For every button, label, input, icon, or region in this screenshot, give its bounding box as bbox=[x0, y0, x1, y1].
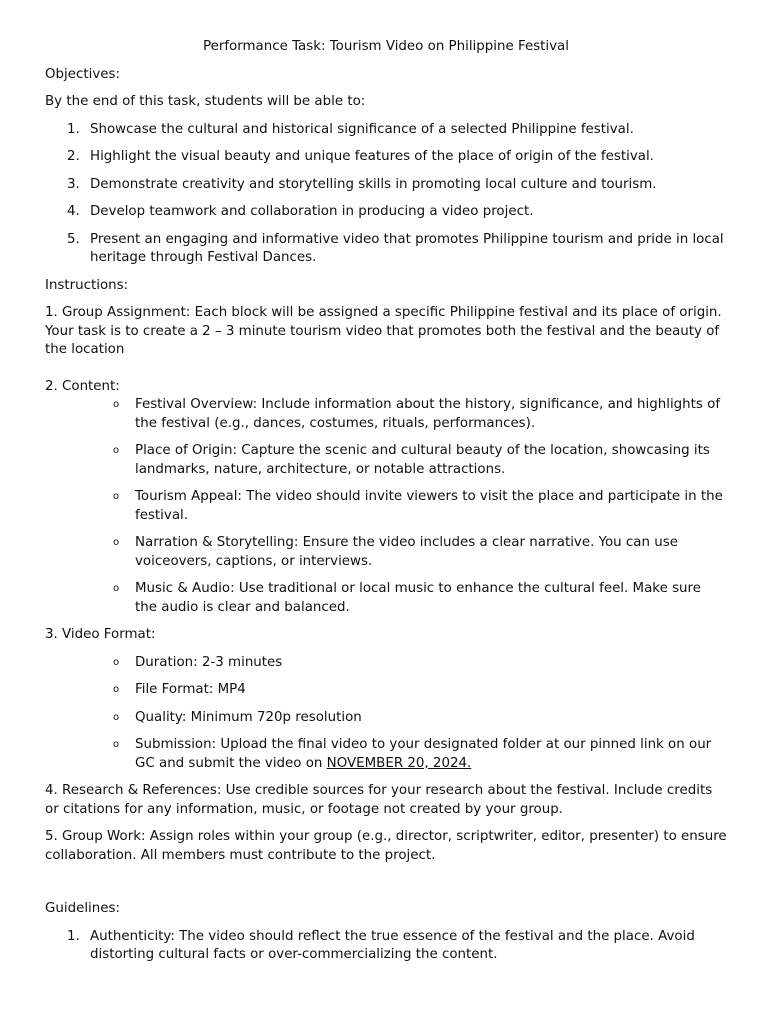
objectives-heading: Objectives: bbox=[45, 66, 120, 82]
list-item bbox=[45, 928, 727, 965]
item-number: 4. bbox=[67, 204, 80, 219]
spacer bbox=[45, 874, 727, 900]
document-title: Performance Task: Tourism Video on Philippine Festival bbox=[202, 39, 569, 54]
list-item bbox=[45, 736, 727, 773]
item-number: 1. bbox=[67, 928, 80, 944]
item-text: Place of Origin: Capture the scenic and cultural beauty of the location, showcasing its landmarks, nature, architecture, or notable attractions. bbox=[135, 443, 710, 477]
instruction-group-assignment: 1. Group Assignment: Each block will be assigned a specific Philippine festival and its place of origin. Your task is to create a 2 – 3 minute tourism video that promotes both the festival and the beauty of the location bbox=[45, 305, 722, 357]
content-heading: 2. Content: bbox=[45, 378, 120, 394]
item-number: 1. bbox=[67, 121, 80, 137]
instruction-group-work: 5. Group Work: Assign roles within your group (e.g., director, scriptwriter, editor, presenter) to ensure collaboration. All members must contribute to the project. bbox=[45, 829, 727, 863]
instructions-heading: Instructions: bbox=[45, 277, 129, 293]
guidelines-list bbox=[45, 928, 727, 965]
item-text: Festival Overview: Include information about the history, significance, and highlights of the festival (e.g., dances, costumes, rituals, performances). bbox=[135, 397, 721, 431]
bullet-icon: o bbox=[113, 656, 120, 668]
item-text: Develop teamwork and collaboration in producing a video project. bbox=[90, 204, 534, 219]
item-number: 5. bbox=[67, 231, 80, 247]
list-item bbox=[45, 488, 727, 525]
objectives-list bbox=[45, 121, 727, 268]
list-item bbox=[45, 203, 727, 222]
list-item bbox=[45, 121, 727, 140]
list-item bbox=[45, 709, 727, 728]
objectives-intro: By the end of this task, students will be able to: bbox=[45, 94, 366, 109]
bullet-icon: o bbox=[113, 684, 120, 695]
bullet-icon: o bbox=[113, 583, 120, 594]
guidelines-heading: Guidelines: bbox=[45, 901, 120, 916]
content-list bbox=[45, 396, 727, 617]
bullet-icon: o bbox=[113, 491, 120, 502]
list-item bbox=[45, 442, 727, 479]
item-text: Authenticity: The video should reflect the true essence of the festival and the place. Avoid distorting cultural facts or over-commercializing the content. bbox=[90, 928, 695, 962]
list-item bbox=[45, 534, 727, 571]
list-item bbox=[45, 681, 727, 700]
item-number: 2. bbox=[67, 149, 80, 164]
list-item bbox=[45, 396, 727, 433]
bullet-icon: o bbox=[113, 739, 120, 750]
document-page bbox=[45, 38, 727, 974]
item-text: Demonstrate creativity and storytelling skills in promoting local culture and tourism. bbox=[90, 176, 657, 192]
video-format-list bbox=[45, 654, 727, 774]
item-text: Quality: Minimum 720p resolution bbox=[135, 709, 362, 725]
submission-date: NOVEMBER 20, 2024. bbox=[326, 755, 472, 771]
video-format-heading: 3. Video Format: bbox=[45, 627, 156, 642]
item-number: 3. bbox=[67, 176, 80, 192]
list-item bbox=[45, 654, 727, 673]
bullet-icon: o bbox=[113, 399, 120, 410]
bullet-icon: o bbox=[113, 711, 120, 723]
item-text: Music & Audio: Use traditional or local music to enhance the cultural feel. Make sure the audio is clear and balanced. bbox=[135, 581, 701, 615]
item-text: Showcase the cultural and historical significance of a selected Philippine festival. bbox=[90, 121, 634, 137]
bullet-icon: o bbox=[113, 445, 120, 456]
item-text: Present an engaging and informative video that promotes Philippine tourism and pride in local heritage through Festival Dances. bbox=[90, 231, 724, 265]
bullet-icon: o bbox=[113, 537, 120, 548]
item-text: Duration: 2-3 minutes bbox=[135, 654, 283, 670]
list-item bbox=[45, 176, 727, 195]
list-item bbox=[45, 580, 727, 617]
instruction-research: 4. Research & References: Use credible sources for your research about the festival. Include credits or citations for any information, music, or footage not created by your group. bbox=[45, 783, 713, 817]
list-item bbox=[45, 231, 727, 268]
item-text: Tourism Appeal: The video should invite viewers to visit the place and participate in the festival. bbox=[135, 489, 723, 523]
item-text: Narration & Storytelling: Ensure the video includes a clear narrative. You can use voiceovers, captions, or interviews. bbox=[135, 535, 678, 569]
item-text: Highlight the visual beauty and unique features of the place of origin of the festival. bbox=[90, 149, 654, 164]
item-text: File Format: MP4 bbox=[135, 682, 246, 697]
submission-text: Submission: Upload the final video to your designated folder at our pinned link on our GC and submit the video on bbox=[135, 737, 712, 771]
list-item bbox=[45, 148, 727, 167]
